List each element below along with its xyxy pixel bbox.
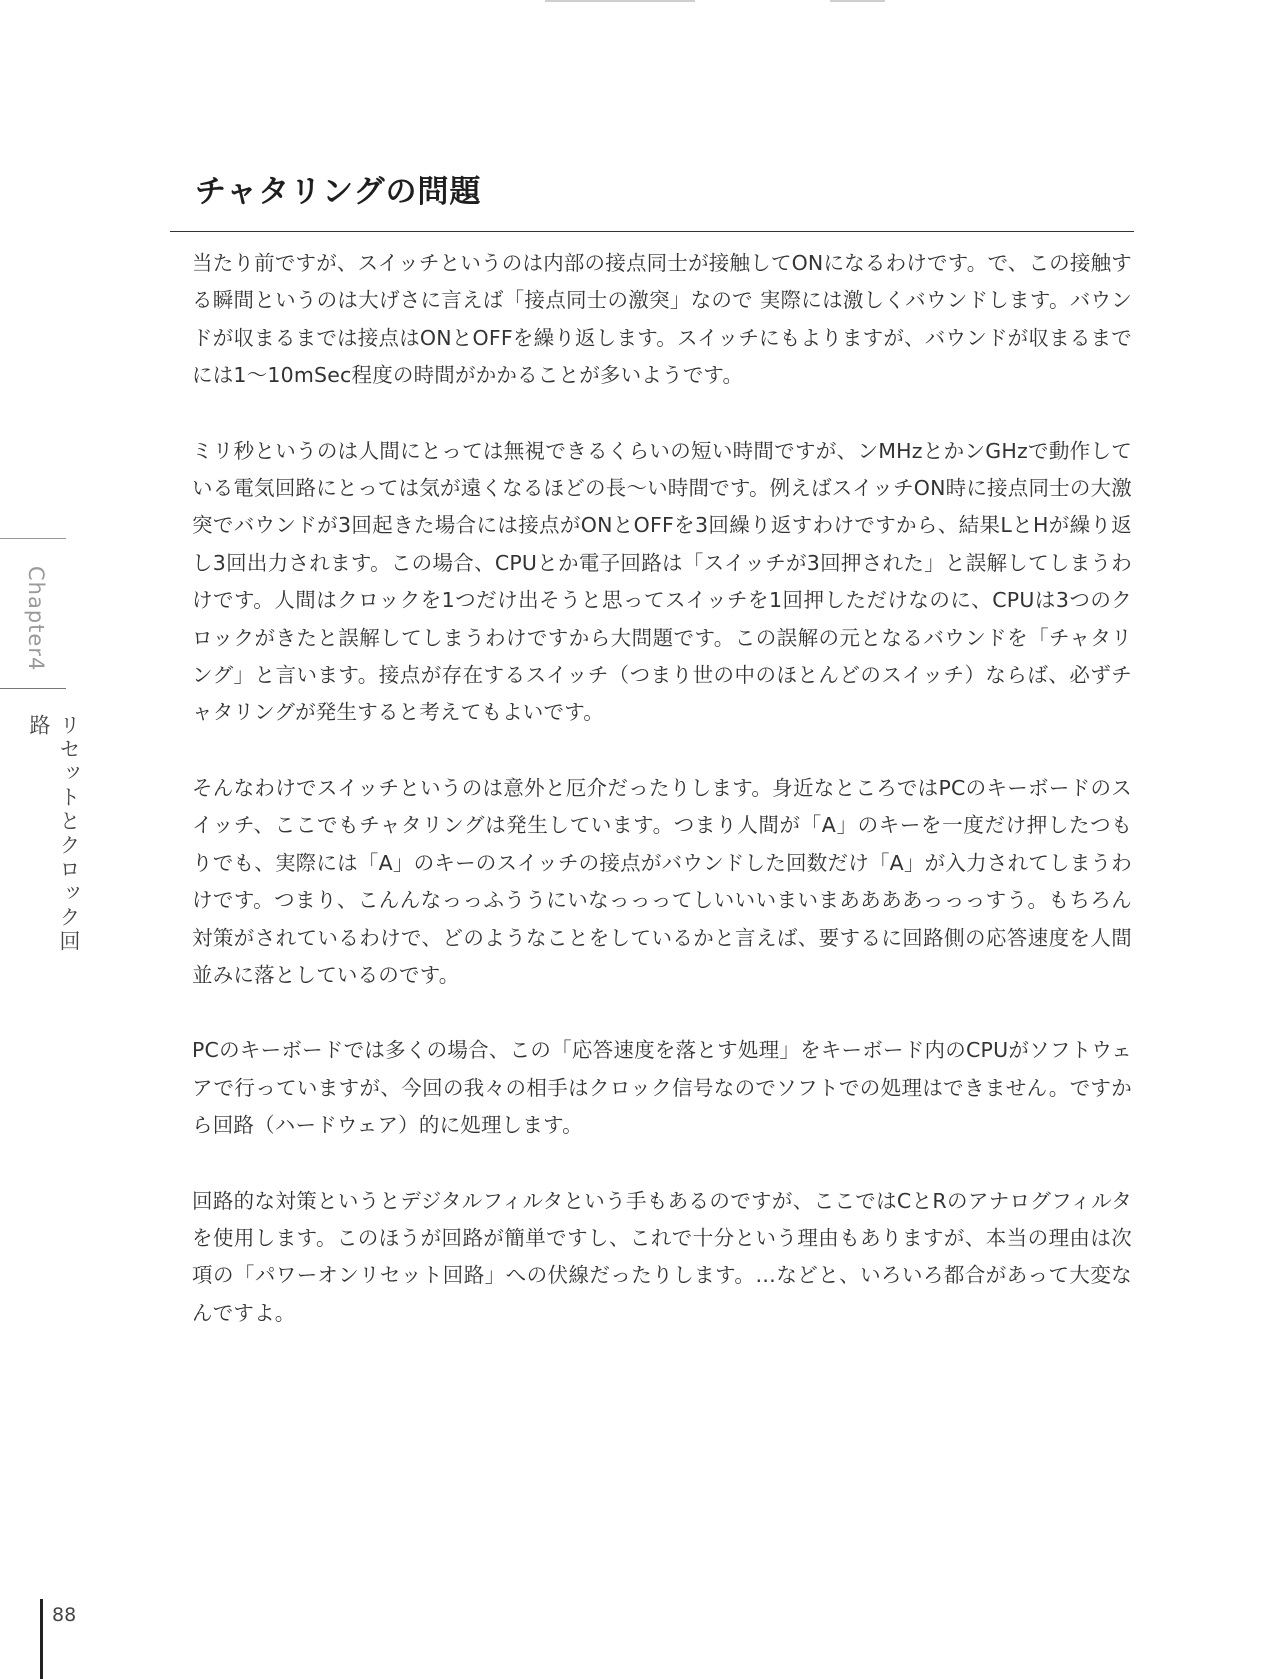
page-number-bar (40, 1599, 43, 1679)
top-edge-mark (545, 0, 695, 2)
side-tab-divider (0, 538, 66, 539)
paragraph: 回路的な対策というとデジタルフィルタという手もあるのですが、ここではCとRのアナログフィルタを使用します。このほうが回路が簡単ですし、これで十分という理由もありますが、本当の理由は次項の「パワーオンリセット回路」への伏線だったりします。…などと、いろいろ都合があって大変なんですよ。 (192, 1188, 1132, 1325)
title-underline (170, 231, 1134, 232)
side-tab-divider (0, 688, 66, 689)
chapter-label: Chapter4 (24, 566, 48, 672)
paragraph: 当たり前ですが、スイッチというのは内部の接点同士が接触してONになるわけです。で、この接触する瞬間というのは大げさに言えば「接点同士の激突」なので 実際には激しくバウンドします。バウンドが収まるまでは接点はONとOFFを繰り返します。スイッチにもよりますが、バウンドが収まるまでには1～10mSec程度の時間がかかることが多いようです。 (192, 251, 1132, 388)
page-number: 88 (52, 1604, 77, 1626)
chapter-side-tab (0, 538, 81, 958)
paragraph: そんなわけでスイッチというのは意外と厄介だったりします。身近なところではPCのキーボードのスイッチ、ここでもチャタリングは発生しています。つまり人間が「A」のキーを一度だけ押したつもりでも、実際には「A」のキーのスイッチの接点がバウンドした回数だけ「A」が入力されてしまうわけです。つまり、こんんなっっふううにいなっっってしいいいまいまああああっっっすう。もちろん対策がされているわけで、どのようなことをしているかと言えば、要するに回路側の応答速度を人間並みに落としているのです。 (192, 775, 1132, 987)
section-label: リセットとクロック回路 (27, 714, 81, 954)
paragraph: PCのキーボードでは多くの場合、この「応答速度を落とす処理」をキーボード内のCPUがソフトウェアで行っていますが、今回の我々の相手はクロック信号なのでソフトでの処理はできません。ですから回路（ハードウェア）的に処理します。 (192, 1038, 1132, 1138)
page-title: チャタリングの問題 (195, 174, 482, 210)
body-text (192, 245, 1132, 1370)
paragraph: ミリ秒というのは人間にとっては無視できるくらいの短い時間ですが、ンMHzとかンGHzで動作している電気回路にとっては気が遠くなるほどの長～い時間です。例えばスイッチON時に接点同士の大激突でバウンドが3回起きた場合には接点がONとOFFを3回繰り返すわけですから、結果LとHが繰り返し3回出力されます。この場合、CPUとか電子回路は「スイッチが3回押された」と誤解してしまうわけです。人間はクロックを1つだけ出そうと思ってスイッチを1回押しただけなのに、CPUは3つのクロックがきたと誤解してしまうわけですから大問題です。この誤解の元となるバウンドを「チャタリング」と言います。接点が存在するスイッチ（つまり世の中のほとんどのスイッチ）ならば、必ずチャタリングが発生すると考えてもよいです。 (192, 438, 1132, 725)
top-edge-mark (830, 0, 885, 2)
